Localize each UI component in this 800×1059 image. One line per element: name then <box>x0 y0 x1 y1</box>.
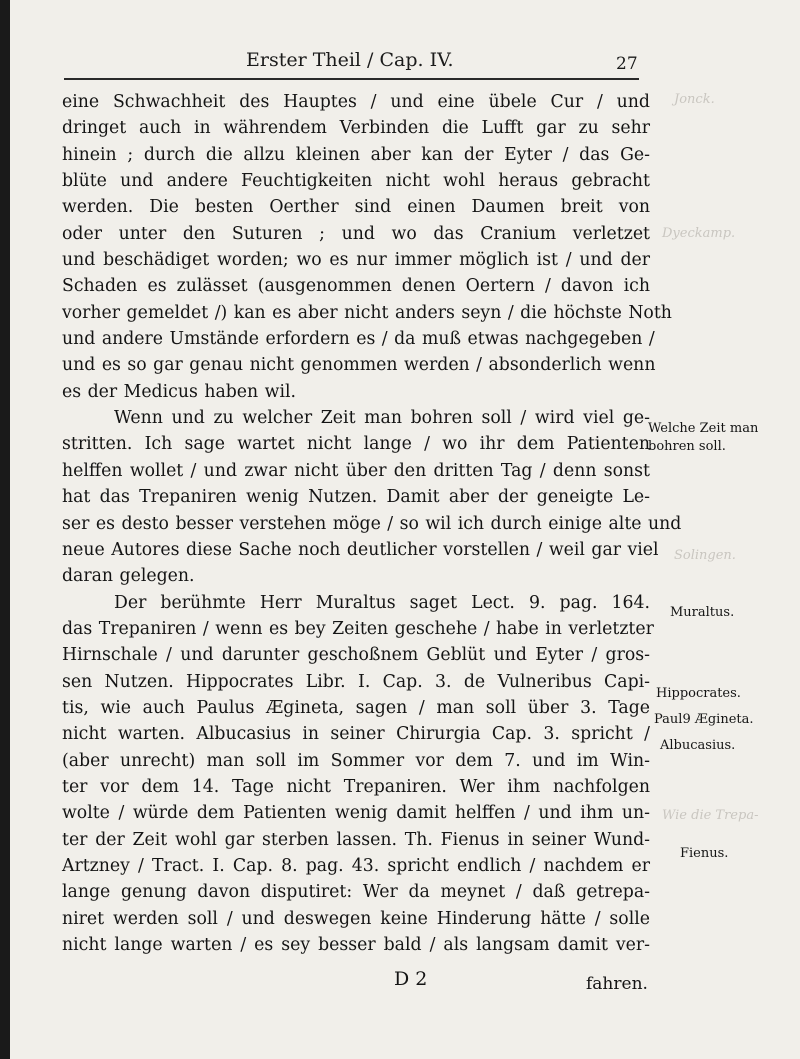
margin-note-albucasius: Albucasius. <box>660 738 736 753</box>
text-line: Artzney / Tract. I. Cap. 8. pag. 43. spricht endlich / nachdem er <box>62 855 650 876</box>
text-line: dringet auch in währendem Verbinden die Lufft gar zu sehr <box>62 118 650 139</box>
text-line: hinein ; durch die allzu kleinen aber kan der Eyter / das Ge- <box>62 144 650 165</box>
signature-mark: D 2 <box>394 968 428 990</box>
text-line: (aber unrecht) man soll im Sommer vor dem 7. und im Win- <box>62 750 650 771</box>
text-line: oder unter den Suturen ; und wo das Cranium verletzet <box>62 223 650 244</box>
bleed-through-text: Solingen. <box>674 548 736 563</box>
text-line: daran gelegen. <box>62 566 195 587</box>
text-line: das Trepaniren / wenn es bey Zeiten geschehe / habe in verletzter <box>62 618 654 639</box>
margin-note-paulus: Paul9 Ægineta. <box>654 712 754 727</box>
text-line: nicht warten. Albucasius in seiner Chirurgia Cap. 3. spricht / <box>62 724 650 745</box>
bleed-through-text: Jonck. <box>674 92 715 107</box>
header-rule <box>64 78 639 80</box>
catchword: fahren. <box>586 974 648 994</box>
text-line: Hirnschale / und darunter geschoßnem Geblüt und Eyter / gros- <box>62 645 650 666</box>
text-line: Der berühmte Herr Muraltus saget Lect. 9. pag. 164. <box>114 592 650 613</box>
running-title: Erster Theil / Cap. IV. <box>246 49 454 71</box>
text-line: helffen wollet / und zwar nicht über den dritten Tag / denn sonst <box>62 460 650 481</box>
text-line: neue Autores diese Sache noch deutlicher vorstellen / weil gar viel <box>62 539 659 560</box>
text-line: hat das Trepaniren wenig Nutzen. Damit aber der geneigte Le- <box>62 487 650 508</box>
page-number: 27 <box>616 54 638 74</box>
text-line: ter der Zeit wohl gar sterben lassen. Th. Fienus in seiner Wund- <box>62 829 650 850</box>
book-page <box>10 0 800 1059</box>
text-line: vorher gemeldet /) kan es aber nicht anders seyn / die höchste Noth <box>62 302 672 323</box>
text-line: sen Nutzen. Hippocrates Libr. I. Cap. 3. de Vulneribus Capi- <box>62 671 650 692</box>
text-line: ser es desto besser verstehen möge / so wil ich durch einige alte und <box>62 513 682 534</box>
text-line: Schaden es zulässet (ausgenommen denen Oertern / davon ich <box>62 276 650 297</box>
margin-note-welche-zeit-1: Welche Zeit man <box>648 421 759 436</box>
margin-note-welche-zeit-2: bohren soll. <box>648 439 726 454</box>
text-line: tis, wie auch Paulus Ægineta, sagen / man soll über 3. Tage <box>62 697 650 718</box>
margin-note-muraltus: Muraltus. <box>670 605 735 620</box>
text-line: niret werden soll / und deswegen keine Hinderung hätte / solle <box>62 908 650 929</box>
margin-note-hippocrates: Hippocrates. <box>656 686 741 701</box>
bleed-through-text: Dyeckamp. <box>662 226 736 241</box>
text-line: und beschädiget worden; wo es nur immer möglich ist / und der <box>62 250 650 271</box>
body-text <box>62 89 682 958</box>
text-line: werden. Die besten Oerther sind einen Daumen breit von <box>62 197 650 218</box>
margin-note-fienus: Fienus. <box>680 846 729 861</box>
text-line: stritten. Ich sage wartet nicht lange / wo ihr dem Patienten <box>62 434 650 455</box>
text-line: blüte und andere Feuchtigkeiten nicht wohl heraus gebracht <box>62 171 650 192</box>
text-line: Wenn und zu welcher Zeit man bohren soll / wird viel ge- <box>114 408 650 429</box>
text-line: ter vor dem 14. Tage nicht Trepaniren. Wer ihm nachfolgen <box>62 776 650 797</box>
text-line: und es so gar genau nicht genommen werden / absonderlich wenn <box>62 355 656 376</box>
bleed-through-text: Wie die Trepa- <box>662 808 759 823</box>
text-line: und andere Umstände erfordern es / da muß etwas nachgegeben / <box>62 329 655 350</box>
text-line: es der Medicus haben wil. <box>62 381 296 402</box>
text-line: wolte / würde dem Patienten wenig damit helffen / und ihm un- <box>62 803 650 824</box>
text-line: lange genung davon disputiret: Wer da meynet / daß getrepa- <box>62 882 650 903</box>
text-line: nicht lange warten / es sey besser bald / als langsam damit ver- <box>62 935 650 955</box>
text-line: eine Schwachheit des Hauptes / und eine übele Cur / und <box>62 92 650 112</box>
